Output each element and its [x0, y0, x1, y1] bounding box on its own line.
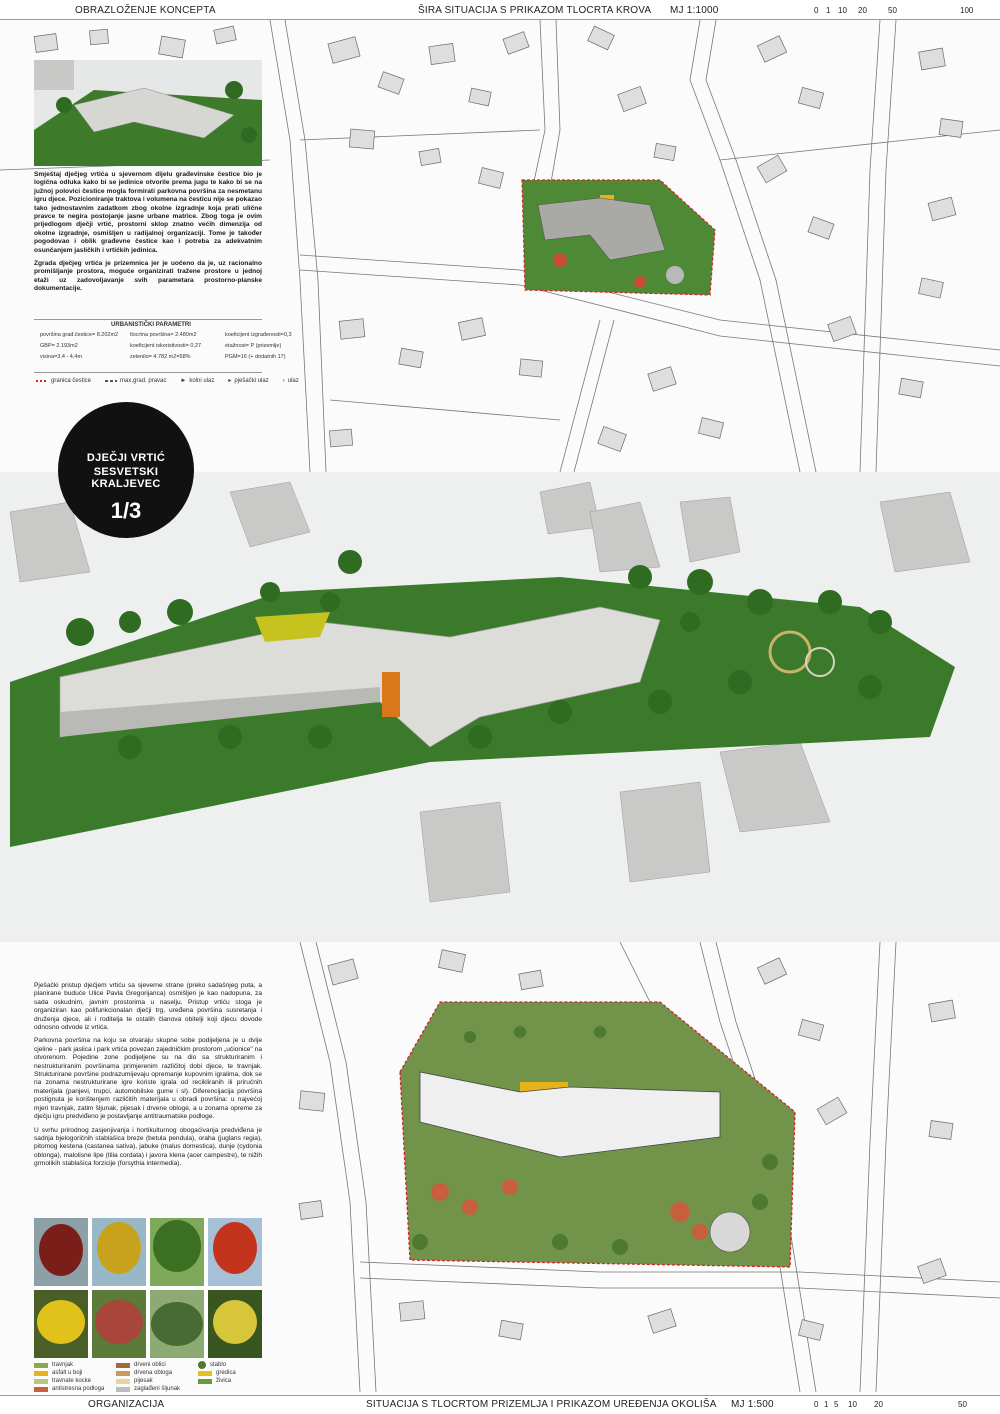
concept-paragraph-2: Zgrada dječjeg vrtića je prizemnica jer je uočeno da je, uz racionalno promišljanje prostora, moguće organizirati tražene prostore u jednoj etaži uz zadovoljavanje svih parametara prostorno-planske dokumentacije.: [34, 260, 262, 293]
concept-paragraph-1: Smještaj dječjeg vrtića u sjevernom dijelu građevinske čestice bio je logična odluka kako bi se jedinice otvorile prema jugu te kako bi se na južnoj polovici čestice mogla formirati parkovna površina za nesmetanu igru djece. Pozicioniranje traktova i volumena na česticu nije se pokazao tako jednostavnim zadatkom zbog okolne izgradnje koja prati ulične pravce te negira postojanje jasne urbane matrice. Zbog toga je ovim prijedlogom dječji vrtić, prostorni sklop znatno većih dimenzija od okolne izgradnje, osmišljen u radijalnoj organizaciji. Tome je također pogodovao i oblik građevne čestice kao i potreba za adekvatnim osunčanjem jasličkih i vrtićkih jedinica.: [34, 171, 262, 254]
scale-tick: 0: [814, 1400, 819, 1409]
legend-swatch: [198, 1361, 206, 1369]
scale-tick: 10: [838, 6, 847, 15]
organization-paragraph-3: U svrhu prirodnog zasjenjivanja i hortikulturnog obogaćivanja predviđena je sadnja bjelogoričnih stablašica breze (betula pendula), oraha (juglans regia), pitomog kestena (castanea sativa), jabuke (malus domestica), dunje (cydonia oblonga), malolisne lipe (tilia cordata) i javora klena (acer campestre), te nižih grmolikih stablašica forzicije (forsythia intermedia).: [34, 1126, 262, 1168]
header-scale: MJ 1:1000: [670, 5, 719, 16]
legend-building-line: max.grad. pravac: [105, 378, 166, 384]
footer-center-title: SITUACIJA S TLOCRTOM PRIZEMLJA I PRIKAZOM UREĐENJA OKOLIŠA: [366, 1399, 717, 1410]
params-title: URBANISTIČKI PARAMETRI: [111, 322, 191, 328]
scale-tick: 1: [826, 6, 831, 15]
organization-paragraph-2: Parkovna površina na koju se otvaraju skupne sobe podijeljena je u dvije cjeline - park jaslica i park vrtića povezan zajedničkim prostorom „učionice" na otvorenom. Pojedine zone podijeljene su na dio sa strukturiranim i nestrukturiranim površinama primjerenim različitoj dobi djece, te travnjak. Strukturirane površine podrazumijevaju opremanje kupovnim igralima, dok se na zonama nestrukturirane igre koriste igrala od recikliranih ili priručnih materijala (panjevi, trupci, automobilske gume i sl). Diferencijacija površina postignuta je korištenjem različitih materijala u obradi površina: u najvećoj mjeri travnjak, zatim šljunak, pijesak i drvene obloge, a u zonama opreme za dječju igru predviđeno je postavljanje antitraumatske podloge.: [34, 1037, 262, 1121]
header-scale-bar: [812, 6, 982, 16]
legend-label: travnjak: [52, 1362, 74, 1368]
scale-tick: 20: [874, 1400, 883, 1409]
project-title-line2: SESVETSKI KRALJEVEC: [91, 466, 161, 490]
arrow-icon: ▸: [228, 378, 232, 384]
legend-rule: [34, 372, 262, 373]
param-item: PGM=16 (+ dodatnih 17): [225, 354, 286, 360]
scale-tick: 10: [848, 1400, 857, 1409]
legend-swatch: [198, 1379, 212, 1384]
footer-rule: [0, 1395, 1000, 1396]
legend-label: gredica: [216, 1370, 236, 1376]
site-plan-legend: [34, 1361, 262, 1395]
legend-label: asfalt u boji: [52, 1370, 83, 1376]
top-map-legend: [36, 377, 299, 384]
legend-label: pijesak: [134, 1378, 153, 1384]
param-item: koeficijent izgrađenosti=0,3: [225, 332, 292, 338]
scale-tick: 50: [958, 1400, 967, 1409]
legend-label: živica: [216, 1378, 232, 1384]
footer-scale-bar: [812, 1400, 982, 1410]
legend-swatch: [34, 1363, 48, 1368]
aerial-rendering: [0, 472, 1000, 942]
param-item: tlocrtna površina= 2.480m2: [130, 332, 197, 338]
legend-vehicle-entry: ► kolni ulaz: [180, 377, 215, 384]
legend-label: travnate kocke: [52, 1378, 92, 1384]
tree-species-photos: [34, 1218, 262, 1358]
legend-swatch: [116, 1371, 130, 1376]
legend-swatch: [198, 1371, 212, 1376]
footer-scale: MJ 1:500: [731, 1399, 774, 1410]
organization-text: [34, 982, 262, 1174]
header-center-title: ŠIRA SITUACIJA S PRIKAZOM TLOCRTA KROVA: [418, 5, 652, 16]
scale-tick: 0: [814, 6, 819, 15]
header-left-title: OBRAZLOŽENJE KONCEPTA: [75, 5, 216, 16]
footer-left-title: ORGANIZACIJA: [88, 1399, 165, 1410]
params-rule: [34, 319, 262, 320]
legend-swatch: [116, 1379, 130, 1384]
project-title-line1: DJEČJI VRTIĆ: [86, 452, 166, 464]
scale-tick: 5: [834, 1400, 839, 1409]
param-item: koeficijent iskoristivosti= 0,27: [130, 343, 202, 349]
project-title-badge: [58, 402, 194, 538]
legend-label: drvena obloga: [134, 1370, 173, 1376]
legend-column-materials: [116, 1361, 180, 1393]
param-item: površina građ.čestice= 8.202m2: [40, 332, 119, 338]
legend-swatch: [116, 1363, 130, 1368]
legend-entry: › ulaz: [282, 377, 299, 384]
legend-label: zaglađeni šljunak: [134, 1386, 181, 1392]
arrow-icon: ›: [282, 377, 285, 384]
concept-aerial-photo: [34, 60, 262, 166]
legend-column-plants: [198, 1361, 236, 1385]
legend-label: antistresna podloga: [52, 1386, 105, 1392]
legend-label: stablo: [210, 1362, 227, 1368]
param-item: zelenilo= 4.782 m2=58%: [130, 354, 191, 360]
param-item: etažnost= P (prizemlje): [225, 343, 282, 349]
sheet-number: 1/3: [110, 498, 142, 523]
legend-label: drveni oblici: [134, 1362, 166, 1368]
legend-plot-boundary: granica čestice: [36, 378, 91, 384]
urban-parameters: [40, 322, 292, 360]
scale-tick: 100: [960, 6, 974, 15]
param-item: GBP= 2.193m2: [40, 343, 78, 349]
param-item: visina=3,4 - 4,4m: [40, 354, 83, 360]
scale-tick: 1: [824, 1400, 829, 1409]
triangle-icon: ►: [180, 377, 187, 384]
legend-swatch: [34, 1379, 48, 1384]
legend-swatch: [34, 1371, 48, 1376]
legend-swatch: [116, 1387, 130, 1392]
scale-tick: 20: [858, 6, 867, 15]
concept-text: [34, 171, 262, 299]
legend-column-surfaces: [34, 1361, 104, 1393]
legend-swatch: [34, 1387, 48, 1392]
scale-tick: 50: [888, 6, 897, 15]
legend-pedestrian-entry: ▸ pješački ulaz: [228, 377, 269, 384]
organization-paragraph-1: Pješački pristup dječjem vrtiću sa sjeverne strane (preko sadašnjeg puta, a planirane buduće Ulice Pavla Gregorijanca) osmišljen je kao nadopuna, za sada oskudnim, javnim prostorima u naselju. Pristup vrtiću stoga je organiziran kao polifunkcionalan dječji trg, uređena površina susretanja i druženja djece, ali i roditelja te ostalih članova obitelji koji djecu dovode odnosno odvode iz vrtića.: [34, 982, 262, 1032]
